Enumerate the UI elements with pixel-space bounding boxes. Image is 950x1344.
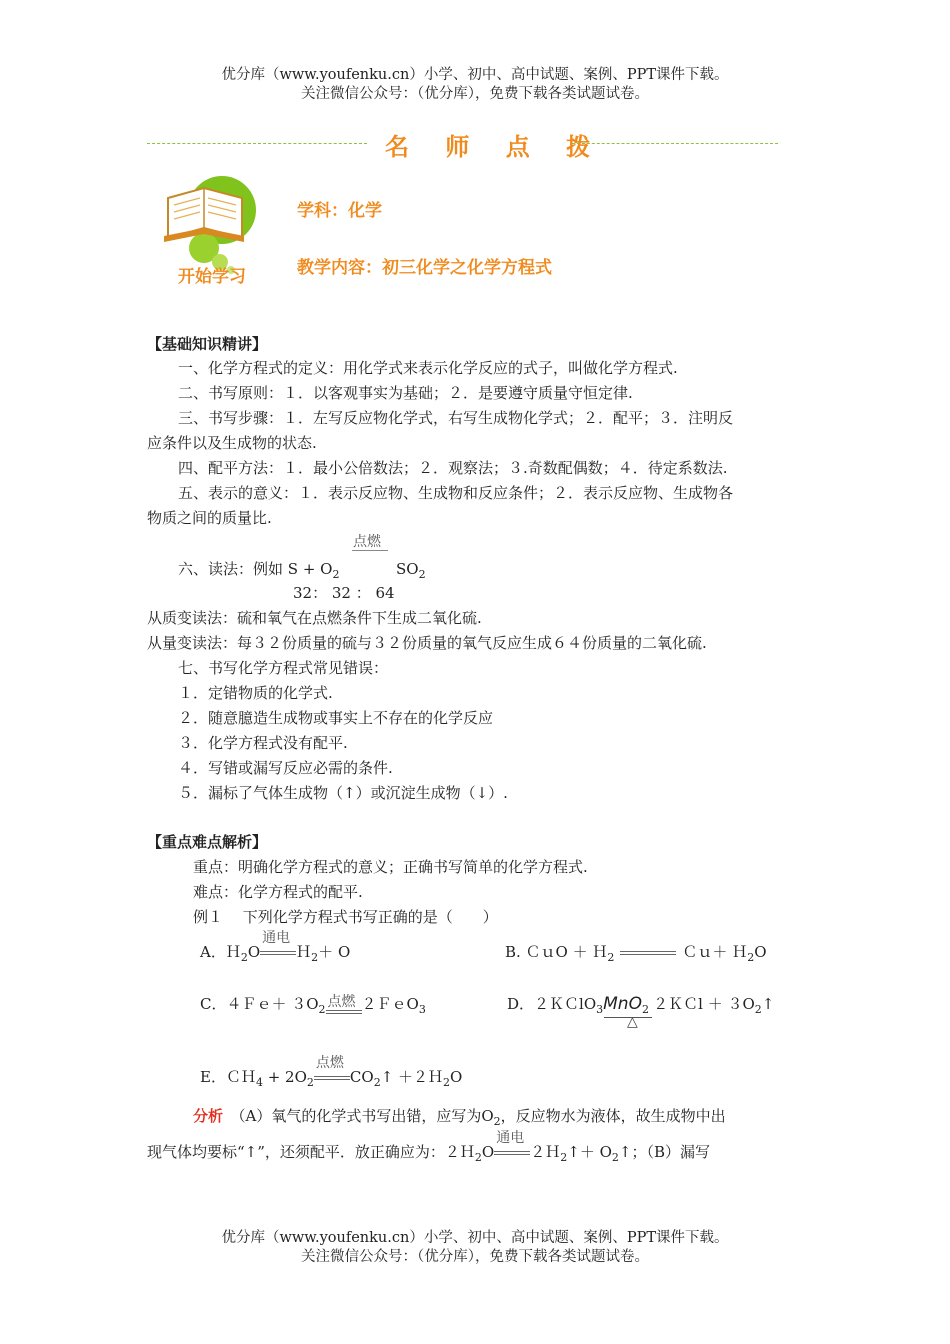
so2-formula: SO: [396, 560, 419, 578]
option-a-end: ＋ O: [318, 943, 351, 961]
option-a-mid: O: [247, 943, 261, 961]
option-b-equals: [620, 951, 676, 955]
option-b-left: B. ＣｕO ＋ Ｈ: [505, 943, 608, 961]
error-item-2: ２．随意臆造生成物或事实上不存在的化学反应: [178, 709, 494, 727]
section-heading-basics: 【基础知识精讲】: [147, 335, 268, 353]
option-d-right: ２ＫＣl ＋ ３O: [653, 995, 755, 1013]
analysis-line-2: [147, 1130, 710, 1170]
difficult-point: 难点：化学方程式的配平.: [193, 883, 363, 901]
analysis-sub-1: 2: [493, 1115, 501, 1128]
option-e-mid: + 2O: [262, 1068, 307, 1086]
analysis-text-2r: ２Ｈ: [530, 1143, 561, 1161]
option-d-catalyst: MnO: [603, 994, 642, 1014]
header-line-2: 关注微信公众号：（优分库），免费下载各类试题试卷。: [301, 86, 649, 102]
banner-title: 名 师 点 拨: [385, 133, 605, 161]
option-c-left: C．４Ｆｅ＋ ３O: [200, 995, 319, 1013]
option-c-condition: [326, 992, 362, 1016]
dotted-divider-left: [147, 143, 367, 144]
option-e-sub1: 4: [255, 1076, 263, 1089]
so2-subscript: 2: [418, 568, 426, 581]
header-line-1: 优分库（www.youfenku.cn）小学、初中、高中试题、案例、PPT课件下载。: [221, 67, 729, 83]
qualitative-reading: 从质变读法：硫和氧气在点燃条件下生成二氧化硫.: [147, 609, 482, 627]
analysis-text-1a: （A）氧气的化学式书写出错，应写为O: [223, 1107, 494, 1125]
common-errors-heading: 七、书写化学方程式常见错误：: [178, 659, 389, 677]
paragraph-balancing: 四、配平方法：１．最小公倍数法；２．观察法；３.奇数配偶数；４．待定系数法.: [178, 459, 728, 477]
option-a-right: Ｈ: [296, 943, 312, 961]
paragraph-meaning-2: 物质之间的质量比.: [147, 509, 272, 527]
analysis-equals: [494, 1151, 530, 1155]
analysis-text-2e: ↑＋ O: [567, 1143, 612, 1161]
option-b: [505, 940, 767, 970]
option-e-equals: [314, 1076, 350, 1080]
option-d-sub1: 3: [596, 1003, 604, 1016]
option-e-cond-text: 点燃: [315, 1055, 344, 1071]
option-e: [200, 1055, 463, 1095]
quantitative-reading: 从量变读法：每３２份质量的硫与３２份质量的氧气反应生成６４份质量的二氧化硫.: [147, 634, 707, 652]
example-1-question: 例１ 下列化学方程式书写正确的是（ ）: [193, 908, 498, 926]
analysis-sub-2b: 2: [560, 1151, 568, 1164]
option-e-end2: O: [450, 1068, 463, 1086]
analysis-label: 分析: [193, 1107, 224, 1125]
analysis-cond-text: 通电: [496, 1130, 525, 1146]
option-d-sub2: 2: [754, 1003, 762, 1016]
option-b-end: O: [754, 943, 767, 961]
reaction-condition-ignite: 点燃: [353, 534, 381, 550]
error-item-4: ４．写错或漏写反应必需的条件.: [178, 759, 393, 777]
analysis-line-1: [193, 1104, 726, 1134]
error-item-1: １．定错物质的化学式.: [178, 684, 333, 702]
analysis-sub-2c: 2: [611, 1151, 619, 1164]
section-heading-key-points: 【重点难点解析】: [147, 833, 268, 851]
key-point: 重点：明确化学方程式的意义；正确书写简单的化学方程式.: [193, 858, 588, 876]
start-learning-logo: [160, 170, 270, 290]
dotted-divider-right: [572, 143, 778, 144]
paragraph-meaning-1: 五、表示的意义：１．表示反应物、生成物和反应条件；２．表示反应物、生成物各: [178, 484, 734, 502]
option-d-catalyst-sub: 2: [641, 1003, 649, 1016]
reading-example-product: [396, 557, 426, 587]
teaching-content-label: 教学内容：初三化学之化学方程式: [297, 258, 552, 278]
option-c: [200, 992, 426, 1022]
option-c-sub1: 2: [318, 1003, 326, 1016]
error-item-3: ３．化学方程式没有配平.: [178, 734, 348, 752]
analysis-text-2m: O: [481, 1143, 495, 1161]
analysis-text-2f: ↑；（B）漏写: [618, 1143, 710, 1161]
option-d-end: ↑: [761, 995, 775, 1013]
option-c-sub2: 3: [418, 1003, 426, 1016]
option-e-condition: [314, 1055, 350, 1089]
option-d-left: D．２ＫＣlO: [507, 995, 597, 1013]
paragraph-steps-1: 三、书写步骤：１．左写反应物化学式，右写生成物化学式；２．配平；３．注明反: [178, 409, 734, 427]
option-c-right: ２ＦｅO: [361, 995, 419, 1013]
option-b-right: Ｃｕ＋ Ｈ: [682, 943, 748, 961]
mass-ratio: 32： 32 ： 64: [293, 584, 395, 602]
option-b-sub2: 2: [747, 951, 755, 964]
o2-subscript: 2: [332, 568, 340, 581]
option-a-cond-text: 通电: [262, 930, 291, 946]
option-e-right: CO: [349, 1068, 374, 1086]
paragraph-definition: 一、化学方程式的定义：用化学式来表示化学反应的式子，叫做化学方程式.: [178, 359, 678, 377]
footer-line-2: 关注微信公众号：（优分库），免费下载各类试题试卷。: [301, 1249, 649, 1265]
analysis-condition: [494, 1130, 530, 1164]
analysis-text-1b: ，反应物水为液体，故生成物中出: [500, 1107, 726, 1125]
option-b-sub1: 2: [607, 951, 615, 964]
logo-caption: 开始学习: [178, 267, 246, 287]
option-a-condition: [260, 930, 296, 964]
footer-line-1: 优分库（www.youfenku.cn）小学、初中、高中试题、案例、PPT课件下载。: [221, 1230, 729, 1246]
error-item-5: ５．漏标了气体生成物（↑）或沉淀生成物（↓）.: [178, 784, 508, 802]
paragraph-steps-2: 应条件以及生成物的状态.: [147, 434, 317, 452]
option-e-sub3: 2: [373, 1076, 381, 1089]
option-d-heat-icon: △: [627, 1014, 638, 1030]
reading-example-text: 六、读法：例如 S + O: [178, 560, 333, 578]
option-a-sub2: 2: [311, 951, 319, 964]
analysis-sub-2a: 2: [474, 1151, 482, 1164]
condition-line: [352, 550, 388, 551]
option-c-cond-text: 点燃: [327, 994, 356, 1010]
option-a: [200, 930, 351, 970]
subject-label: 学科：化学: [297, 201, 382, 221]
option-e-sub4: 2: [443, 1076, 451, 1089]
analysis-text-2a: 现气体均要标“↑”，还须配平．放正确应为：２Ｈ: [147, 1143, 475, 1161]
option-a-left: A．Ｈ: [200, 943, 241, 961]
option-e-end: ↑ ＋２Ｈ: [380, 1068, 444, 1086]
paragraph-principles: 二、书写原则：１．以客观事实为基础；２．是要遵守质量守恒定律.: [178, 384, 633, 402]
option-a-equals: [260, 951, 296, 955]
option-a-sub1: 2: [240, 951, 248, 964]
option-e-left: E．ＣＨ: [200, 1068, 256, 1086]
option-e-sub2: 2: [306, 1076, 314, 1089]
